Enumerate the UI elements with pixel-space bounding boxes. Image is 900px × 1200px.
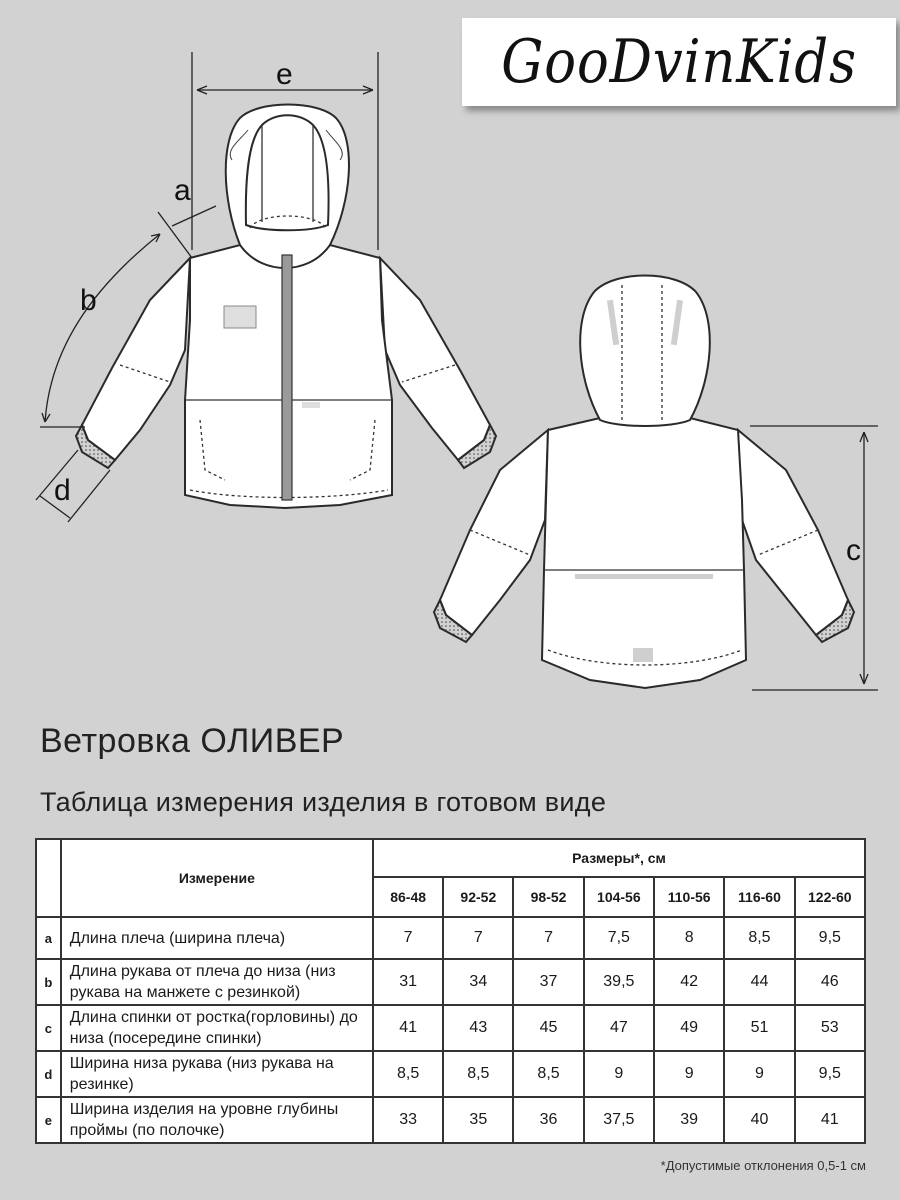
- back-hood: [580, 276, 710, 427]
- row-value: 34: [443, 959, 513, 1005]
- row-value: 8,5: [513, 1051, 583, 1097]
- dimension-label-e: e: [276, 58, 293, 91]
- row-value: 53: [795, 1005, 865, 1051]
- brand-logo: [462, 18, 896, 106]
- table-header-row: [36, 839, 865, 877]
- product-title: Ветровка ОЛИВЕР: [40, 722, 345, 760]
- row-value: 47: [584, 1005, 654, 1051]
- row-value: 42: [654, 959, 724, 1005]
- back-right-sleeve: [738, 430, 848, 635]
- row-value: 43: [443, 1005, 513, 1051]
- brand-name: GooDvinKids: [501, 27, 857, 97]
- row-value: 35: [443, 1097, 513, 1143]
- row-value: 9: [654, 1051, 724, 1097]
- front-zipper: [282, 255, 292, 500]
- row-value: 39,5: [584, 959, 654, 1005]
- row-code: b: [36, 959, 61, 1005]
- row-value: 8,5: [373, 1051, 443, 1097]
- row-label: Длина спинки от ростка(горловины) до низа (посередине спинки): [61, 1005, 373, 1051]
- row-value: 44: [724, 959, 794, 1005]
- row-label: Длина плеча (ширина плеча): [61, 917, 373, 959]
- row-value: 9: [724, 1051, 794, 1097]
- row-value: 45: [513, 1005, 583, 1051]
- back-left-sleeve: [440, 430, 548, 635]
- row-code: e: [36, 1097, 61, 1143]
- header-code-cell: [36, 839, 61, 917]
- back-label-patch: [633, 648, 653, 662]
- row-value: 8: [654, 917, 724, 959]
- size-label: 122-60: [795, 877, 865, 917]
- row-code: d: [36, 1051, 61, 1097]
- front-hood-opening: [246, 115, 329, 230]
- row-code: c: [36, 1005, 61, 1051]
- table-row: [36, 1005, 865, 1051]
- front-reflective-tab: [302, 402, 320, 408]
- size-label: 86-48: [373, 877, 443, 917]
- row-label: Ширина низа рукава (низ рукава на резинке): [61, 1051, 373, 1097]
- row-value: 36: [513, 1097, 583, 1143]
- front-left-sleeve: [82, 258, 190, 460]
- dimension-label-c: c: [846, 534, 861, 567]
- size-label: 104-56: [584, 877, 654, 917]
- row-value: 40: [724, 1097, 794, 1143]
- front-right-sleeve: [380, 258, 490, 460]
- row-value: 9,5: [795, 917, 865, 959]
- back-body: [542, 418, 746, 688]
- row-value: 8,5: [443, 1051, 513, 1097]
- dimension-label-d: d: [54, 474, 71, 507]
- row-value: 9: [584, 1051, 654, 1097]
- size-table: [35, 838, 866, 1144]
- row-value: 51: [724, 1005, 794, 1051]
- size-label: 92-52: [443, 877, 513, 917]
- footnote: *Допустимые отклонения 0,5-1 см: [660, 1158, 866, 1173]
- size-label: 98-52: [513, 877, 583, 917]
- row-value: 41: [373, 1005, 443, 1051]
- row-value: 31: [373, 959, 443, 1005]
- row-value: 41: [795, 1097, 865, 1143]
- row-value: 46: [795, 959, 865, 1005]
- table-subtitle: Таблица измерения изделия в готовом виде: [40, 787, 607, 817]
- row-value: 49: [654, 1005, 724, 1051]
- row-value: 33: [373, 1097, 443, 1143]
- table-row: [36, 917, 865, 959]
- row-label: Ширина изделия на уровне глубины проймы (по полочке): [61, 1097, 373, 1143]
- dimension-label-b: b: [80, 284, 97, 317]
- row-value: 7: [513, 917, 583, 959]
- row-label: Длина рукава от плеча до низа (низ рукава на манжете с резинкой): [61, 959, 373, 1005]
- jacket-back-view: [434, 276, 854, 689]
- row-value: 7: [443, 917, 513, 959]
- row-value: 37: [513, 959, 583, 1005]
- row-value: 8,5: [724, 917, 794, 959]
- row-value: 37,5: [584, 1097, 654, 1143]
- measurement-header: Измерение: [61, 839, 373, 917]
- sizes-header: Размеры*, см: [373, 839, 865, 877]
- row-code: a: [36, 917, 61, 959]
- row-value: 7: [373, 917, 443, 959]
- row-value: 7,5: [584, 917, 654, 959]
- table-row: [36, 1097, 865, 1143]
- back-reflective-strip: [575, 574, 713, 579]
- row-value: 39: [654, 1097, 724, 1143]
- row-value: 9,5: [795, 1051, 865, 1097]
- size-label: 110-56: [654, 877, 724, 917]
- size-label: 116-60: [724, 877, 794, 917]
- front-logo-patch: [224, 306, 256, 328]
- table-row: [36, 959, 865, 1005]
- table-body: [36, 917, 865, 1143]
- dimension-label-a: a: [174, 174, 191, 207]
- table-row: [36, 1051, 865, 1097]
